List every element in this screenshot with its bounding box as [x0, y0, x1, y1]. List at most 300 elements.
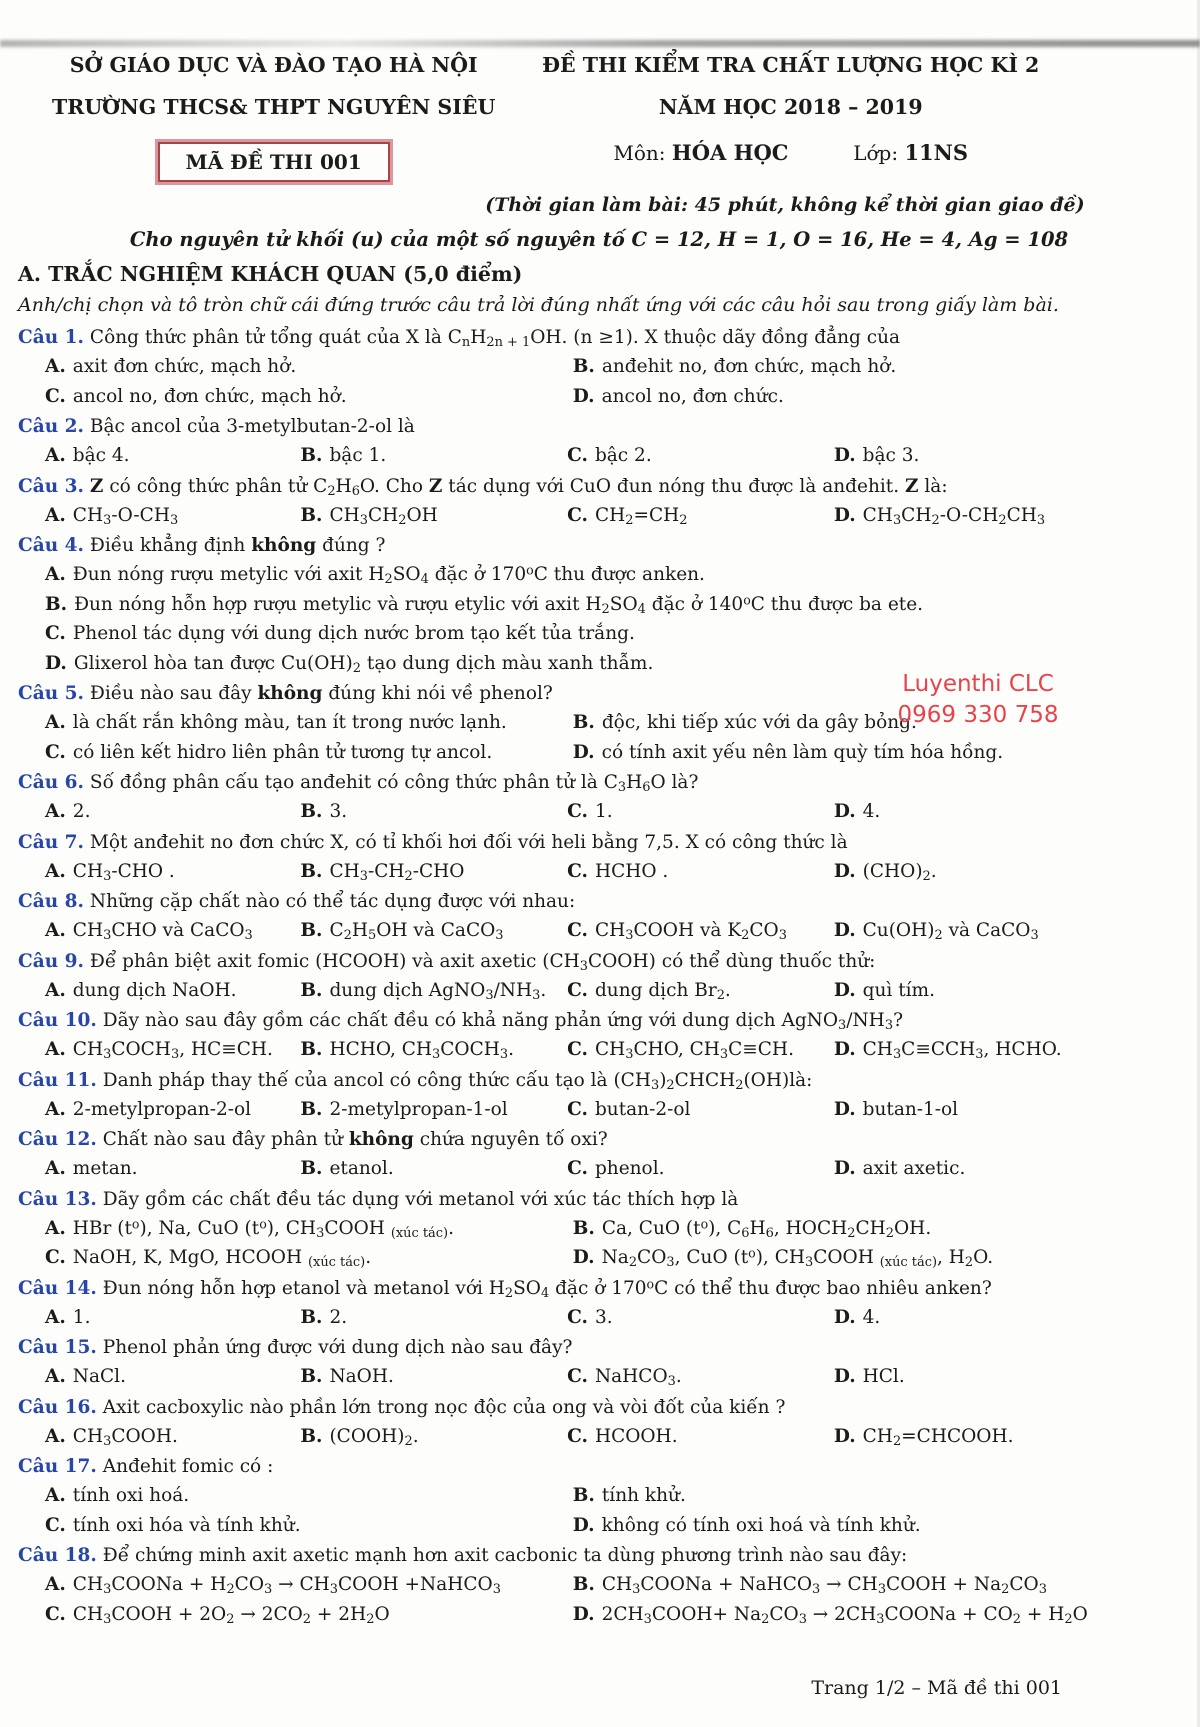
option-letter: C.	[567, 1158, 588, 1179]
subject-value: HÓA HỌC	[671, 140, 789, 165]
option-C	[567, 1095, 834, 1125]
options	[18, 441, 1180, 471]
option-text: độc, khi tiếp xúc với da gây bỏng.	[601, 712, 917, 733]
option-text: Glixerol hòa tan được $Cu(OH)_2$ tạo dung dịch màu xanh thẫm.	[73, 652, 654, 676]
option-letter: B.	[300, 1366, 323, 1387]
option-text: $CH_3COCH_3$, HC≡CH.	[72, 1039, 273, 1063]
option-A	[45, 501, 300, 531]
option-C	[567, 1362, 834, 1392]
option-A	[45, 916, 300, 946]
option-text: quì tím.	[862, 979, 935, 1001]
option-letter: B.	[300, 1306, 323, 1328]
options	[18, 1570, 1180, 1629]
option-letter: B.	[572, 1574, 595, 1595]
scan-artifact-band	[0, 40, 1200, 47]
question-stem: Câu 9. Để phân biệt axit fomic (HCOOH) và axit axetic $(CH_3COOH)$ có thể dùng thuốc thử:	[18, 950, 876, 974]
option-text: $CH_3CHO$, $CH_3C\equiv CH$.	[594, 1039, 794, 1063]
options	[18, 501, 1180, 531]
option-letter: C.	[567, 445, 588, 466]
option-letter: C.	[567, 504, 588, 526]
option-letter: A.	[45, 920, 66, 941]
question-14	[18, 1274, 1180, 1333]
option-letter: B.	[300, 1425, 323, 1447]
question-number: Câu 12.	[18, 1129, 97, 1150]
option-D	[834, 857, 1180, 887]
option-text: HCHO, $CH_3COCH_3$.	[329, 1039, 514, 1063]
option-text: $CH_3COONa + H_2CO_3$ → $CH_3COOH$ +NaHCO$_3$	[72, 1574, 501, 1598]
option-text: Đun nóng rượu metylic với axit $H_2SO_4$ đặc ở 170$^o$C thu được anken.	[72, 562, 705, 588]
question-stem: Câu 4. Điều khẳng định không đúng ?	[18, 535, 386, 556]
watermark-line1: Luyenthi CLC	[902, 671, 1054, 697]
option-B	[300, 1154, 567, 1184]
question-8	[18, 887, 1180, 946]
option-text: $CH_3-CH_2$-CHO	[329, 860, 465, 884]
option-C	[45, 738, 573, 768]
option-letter: C.	[567, 1306, 588, 1328]
option-text: $CH_3$-CHO .	[72, 860, 175, 884]
option-letter: A.	[45, 445, 66, 466]
question-stem: Câu 15. Phenol phản ứng được với dung dịch nào sau đây?	[18, 1337, 573, 1358]
option-text: 2.	[329, 1306, 348, 1328]
option-C	[567, 976, 834, 1006]
option-text: HBr $(t^o)$, Na, CuO $(t^o)$, $CH_3COOH$ $_{(xúc tác)}$.	[72, 1215, 454, 1241]
option-B	[300, 1035, 567, 1065]
atomic-mass-note: Cho nguyên tử khối (u) của một số nguyên tố C = 12, H = 1, O = 16, He = 4, Ag = 108	[129, 228, 1069, 251]
option-letter: B.	[572, 1217, 595, 1239]
option-D	[573, 382, 1180, 412]
options	[18, 1481, 1180, 1540]
questions-list	[18, 323, 1180, 1629]
option-A	[45, 1035, 300, 1065]
question-2	[18, 412, 1180, 471]
time-note: (Thời gian làm bài: 45 phút, không kể thời gian giao đề)	[485, 194, 1085, 216]
option-B	[300, 1362, 567, 1392]
option-letter: C.	[567, 1425, 588, 1447]
option-letter: C.	[567, 801, 588, 822]
option-letter: D.	[833, 860, 856, 882]
option-A	[45, 1422, 300, 1452]
option-D	[834, 1154, 1180, 1184]
option-text: có liên kết hidro liên phân tử tương tự ancol.	[72, 741, 493, 763]
option-B	[300, 1422, 567, 1452]
option-letter: B.	[300, 1158, 323, 1179]
option-letter: D.	[572, 1603, 595, 1625]
option-letter: C.	[567, 1039, 588, 1060]
option-D	[573, 738, 1180, 768]
question-number: Câu 1.	[18, 327, 84, 348]
option-text: $CH_3COOH$ và $K_2CO_3$	[594, 920, 787, 944]
watermark-line2: 0969 330 758	[897, 702, 1059, 728]
option-text: axit đơn chức, mạch hở.	[72, 356, 297, 377]
option-A	[45, 797, 300, 827]
question-18	[18, 1541, 1180, 1629]
option-letter: A.	[45, 979, 66, 1001]
option-letter: C.	[567, 860, 588, 882]
question-number: Câu 8.	[18, 891, 84, 912]
option-letter: D.	[833, 504, 856, 526]
option-letter: D.	[833, 1425, 856, 1447]
option-letter: D.	[833, 1158, 856, 1179]
option-text: HCl.	[862, 1366, 905, 1387]
option-B	[45, 590, 1180, 620]
option-B	[573, 1481, 1180, 1511]
question-stem: Câu 1. Công thức phân tử tổng quát của X là $C_nH_{2n + 1}OH$. (n ≥1). X thuộc dãy đồng đẳng của	[18, 327, 901, 351]
option-A	[45, 1214, 573, 1244]
option-letter: A.	[45, 1217, 66, 1239]
question-number: Câu 3.	[18, 475, 84, 497]
option-letter: D.	[833, 920, 856, 941]
option-A	[45, 1303, 300, 1333]
options	[18, 1095, 1180, 1125]
option-letter: A.	[45, 356, 66, 377]
option-A	[45, 560, 1180, 590]
school-name: TRƯỜNG THCS& THPT NGUYÊN SIÊU	[51, 95, 496, 119]
option-B	[300, 916, 567, 946]
option-letter: C.	[45, 1514, 66, 1536]
option-text: NaCl.	[72, 1366, 126, 1387]
option-text: $CH_3C\equiv CCH_3$, HCHO.	[862, 1039, 1062, 1063]
question-number: Câu 7.	[18, 831, 84, 853]
option-letter: A.	[45, 1425, 66, 1447]
option-text: butan-1-ol	[862, 1098, 959, 1120]
option-A	[45, 1154, 300, 1184]
question-16	[18, 1393, 1180, 1452]
option-text: có tính axit yếu nên làm quỳ tím hóa hồng.	[601, 741, 1004, 763]
option-text: tính oxi hoá.	[72, 1485, 190, 1506]
option-D	[573, 1511, 1180, 1541]
option-C	[567, 1154, 834, 1184]
option-text: 4.	[862, 1306, 881, 1328]
option-letter: C.	[567, 1366, 588, 1387]
option-text: bậc 2.	[594, 445, 652, 466]
question-number: Câu 16.	[18, 1396, 97, 1418]
option-B	[300, 441, 567, 471]
option-letter: B.	[300, 445, 323, 466]
option-letter: D.	[572, 1514, 595, 1536]
question-stem: Câu 11. Danh pháp thay thế của ancol có công thức cấu tạo là $(CH_3)_2CHCH_2(OH)là$:	[18, 1069, 813, 1093]
option-letter: A.	[45, 860, 66, 882]
option-text: 1.	[72, 1306, 91, 1328]
question-stem: Câu 3. Z có công thức phân tử $C_2H_6O$. Cho Z tác dụng với CuO đun nóng thu được là anđehit. Z là:	[18, 475, 948, 499]
question-number: Câu 9.	[18, 950, 84, 972]
section-a-instruction: Anh/chị chọn và tô tròn chữ cái đứng trước câu trả lời đúng nhất ứng với các câu hỏi sau trong giấy làm bài.	[18, 294, 1059, 316]
option-letter: C.	[567, 1098, 588, 1120]
option-letter: D.	[833, 1098, 856, 1120]
question-number: Câu 18.	[18, 1545, 97, 1566]
options	[18, 1303, 1180, 1333]
option-A	[45, 976, 300, 1006]
option-text: butan-2-ol	[594, 1098, 691, 1120]
option-C	[567, 501, 834, 531]
question-15	[18, 1333, 1180, 1392]
option-text: axit axetic.	[862, 1158, 966, 1179]
option-A	[45, 1362, 300, 1392]
option-B	[300, 1303, 567, 1333]
option-text: $CH_3COOH + 2O_2 \to 2CO_2 + 2H_2O$	[72, 1603, 390, 1627]
question-stem: Câu 14. Đun nóng hỗn hợp etanol và metanol với $H_2SO_4$ đặc ở 170$^o$C có thể thu được bao nhiêu anken?	[18, 1275, 992, 1301]
option-C	[567, 1422, 834, 1452]
option-B	[300, 1095, 567, 1125]
question-stem: Câu 12. Chất nào sau đây phân tử không chứa nguyên tố oxi?	[18, 1129, 608, 1150]
option-text: $CH_3CH_2-O-CH_2CH_3$	[862, 504, 1046, 528]
options	[18, 1154, 1180, 1184]
option-text: etanol.	[329, 1158, 394, 1179]
option-D	[834, 1362, 1180, 1392]
option-letter: D.	[833, 1306, 856, 1328]
option-letter: A.	[45, 1485, 66, 1506]
option-letter: D.	[833, 979, 856, 1001]
option-D	[834, 797, 1180, 827]
option-C	[567, 441, 834, 471]
department-name: SỞ GIÁO DỤC VÀ ĐÀO TẠO HÀ NỘI	[69, 53, 478, 77]
option-letter: A.	[45, 504, 66, 526]
option-letter: B.	[572, 1485, 595, 1506]
exam-code-box: MÃ ĐỀ THI 001	[158, 142, 390, 182]
options	[18, 352, 1180, 411]
option-text: tính khử.	[601, 1485, 686, 1506]
option-letter: C.	[567, 920, 588, 941]
question-stem: Câu 2. Bậc ancol của 3-metylbutan-2-ol là	[18, 416, 415, 437]
option-letter: A.	[45, 1366, 66, 1387]
option-C	[567, 916, 834, 946]
class-label: Lớp:	[853, 141, 899, 165]
option-B	[573, 1214, 1180, 1244]
option-A	[45, 1570, 573, 1600]
option-C	[567, 1035, 834, 1065]
option-letter: D.	[833, 801, 856, 822]
option-text: NaOH.	[329, 1366, 394, 1387]
option-B	[573, 1570, 1180, 1600]
option-C	[567, 857, 834, 887]
option-letter: C.	[45, 1247, 66, 1268]
option-text: HCOOH.	[594, 1425, 678, 1447]
option-text: là chất rắn không màu, tan ít trong nước lạnh.	[72, 712, 507, 733]
option-text: $C_2H_5OH$ và CaCO$_3$	[329, 920, 504, 944]
option-letter: A.	[45, 801, 66, 822]
option-C	[45, 619, 1180, 649]
option-text: $CH_3CHO$ và CaCO$_3$	[72, 920, 253, 944]
option-text: 3.	[329, 801, 348, 822]
exam-title: ĐỀ THI KIỂM TRA CHẤT LƯỢNG HỌC KÌ 2	[542, 53, 1040, 77]
question-number: Câu 10.	[18, 1010, 97, 1031]
options	[18, 560, 1180, 678]
option-D	[834, 501, 1180, 531]
option-letter: D.	[572, 741, 595, 763]
question-4	[18, 531, 1180, 678]
option-text: HCHO .	[594, 860, 669, 882]
question-stem: Câu 13. Dãy gồm các chất đều tác dụng với metanol với xúc tác thích hợp là	[18, 1188, 739, 1210]
option-text: NaHCO$_3$.	[594, 1366, 682, 1390]
option-text: 1.	[594, 801, 613, 822]
option-letter: D.	[572, 1247, 595, 1268]
option-letter: C.	[45, 1603, 66, 1625]
option-letter: B.	[300, 1098, 323, 1120]
question-stem: Câu 10. Dãy nào sau đây gồm các chất đều có khả năng phản ứng với dung dịch $AgNO_3/NH_3$?	[18, 1010, 903, 1034]
option-text: $CH_3COONa$ + NaHCO$_3$ → $CH_3COOH + Na_2CO_3$	[601, 1574, 1047, 1598]
option-letter: B.	[300, 504, 323, 526]
option-text: Đun nóng hỗn hợp rượu metylic và rượu etylic với axit $H_2SO_4$ đặc ở 140$^o$C thu được ba ete.	[74, 591, 924, 617]
question-number: Câu 4.	[18, 535, 84, 556]
option-letter: B.	[45, 593, 68, 615]
option-text: dung dịch NaOH.	[72, 979, 237, 1001]
question-stem: Câu 6. Số đồng phân cấu tạo anđehit có công thức phân tử là $C_3H_6O$ là?	[18, 772, 699, 796]
option-letter: B.	[300, 801, 323, 822]
option-letter: B.	[300, 1039, 323, 1060]
option-letter: C.	[45, 623, 66, 644]
option-text: Phenol tác dụng với dung dịch nước brom tạo kết tủa trắng.	[72, 623, 635, 644]
option-text: 3.	[594, 1306, 613, 1328]
question-stem: Câu 8. Những cặp chất nào có thể tác dụng được với nhau:	[18, 891, 576, 912]
option-letter: B.	[572, 356, 595, 377]
option-letter: D.	[833, 1366, 856, 1387]
watermark	[888, 669, 1068, 731]
option-text: bậc 3.	[862, 445, 920, 466]
option-C	[45, 382, 573, 412]
option-text: dung dịch $AgNO_3/NH_3$.	[329, 979, 547, 1003]
option-C	[45, 1511, 573, 1541]
option-D	[573, 1243, 1180, 1273]
option-letter: A.	[45, 1158, 66, 1179]
question-stem: Câu 7. Một anđehit no đơn chức X, có tỉ khối hơi đối với heli bằng 7,5. X có công thức là	[18, 831, 848, 853]
option-letter: B.	[300, 979, 323, 1001]
option-C	[45, 1600, 573, 1630]
question-number: Câu 17.	[18, 1456, 97, 1477]
options	[18, 916, 1180, 946]
option-letter: C.	[45, 741, 66, 763]
question-1	[18, 323, 1180, 411]
question-number: Câu 14.	[18, 1277, 97, 1299]
question-number: Câu 6.	[18, 772, 84, 793]
option-text: $2CH_3COOH+ Na_2CO_3$ → $2CH_3COONa + CO_2 + H_2O$	[601, 1603, 1088, 1627]
question-9	[18, 947, 1180, 1006]
option-letter: D.	[833, 1039, 856, 1060]
options	[18, 1362, 1180, 1392]
question-6	[18, 768, 1180, 827]
option-text: $CH_2=CHCOOH$.	[862, 1425, 1014, 1449]
option-A	[45, 1481, 573, 1511]
option-text: 2.	[72, 801, 91, 822]
question-number: Câu 13.	[18, 1188, 97, 1210]
option-letter: A.	[45, 1574, 66, 1595]
option-text: 2-metylpropan-2-ol	[72, 1098, 252, 1120]
option-D	[834, 441, 1180, 471]
option-text: Ca, CuO $(t^o)$, $C_6H_6$, $HOCH_2CH_2OH$.	[601, 1215, 932, 1241]
option-C	[567, 797, 834, 827]
option-letter: D.	[45, 652, 67, 674]
option-B	[573, 352, 1180, 382]
option-text: ancol no, đơn chức, mạch hở.	[72, 385, 347, 407]
option-text: $CH_3-O-CH_3$	[72, 504, 179, 528]
options	[18, 797, 1180, 827]
option-B	[573, 708, 1180, 738]
option-D	[834, 1095, 1180, 1125]
options	[18, 976, 1180, 1006]
option-B	[300, 976, 567, 1006]
option-text: ancol no, đơn chức.	[601, 385, 784, 407]
option-text: metan.	[72, 1158, 138, 1179]
option-text: $(CHO)_2$.	[862, 860, 937, 884]
question-stem: Câu 18. Để chứng minh axit axetic mạnh hơn axit cacbonic ta dùng phương trình nào sau đây:	[18, 1545, 908, 1566]
option-letter: A.	[45, 564, 66, 585]
option-letter: A.	[45, 1098, 66, 1120]
option-letter: B.	[572, 712, 595, 733]
option-letter: B.	[300, 920, 323, 941]
option-C	[567, 1303, 834, 1333]
options	[18, 1214, 1180, 1273]
option-text: $CH_2=CH_2$	[594, 504, 688, 528]
option-letter: A.	[45, 1306, 66, 1328]
question-12	[18, 1125, 1180, 1184]
option-text: tính oxi hóa và tính khử.	[72, 1514, 301, 1536]
option-D	[834, 1303, 1180, 1333]
option-A	[45, 352, 573, 382]
option-D	[834, 1035, 1180, 1065]
option-A	[45, 708, 573, 738]
question-3	[18, 472, 1180, 531]
question-stem: Câu 16. Axit cacboxylic nào phần lớn trong nọc độc của ong và vòi đốt của kiến ?	[18, 1396, 786, 1418]
question-10	[18, 1006, 1180, 1065]
question-number: Câu 11.	[18, 1069, 97, 1091]
question-number: Câu 5.	[18, 683, 84, 704]
options	[18, 857, 1180, 887]
option-D	[834, 1422, 1180, 1452]
option-B	[300, 797, 567, 827]
question-number: Câu 2.	[18, 416, 84, 437]
options	[18, 1422, 1180, 1452]
option-text: bậc 1.	[329, 445, 387, 466]
option-A	[45, 441, 300, 471]
question-11	[18, 1066, 1180, 1125]
question-number: Câu 15.	[18, 1337, 97, 1358]
page-footer: Trang 1/2 – Mã đề thi 001	[811, 1677, 1062, 1699]
option-text: NaOH, K, MgO, HCOOH $_{(xúc tác)}$.	[72, 1247, 372, 1271]
option-letter: A.	[45, 1039, 66, 1060]
option-text: anđehit no, đơn chức, mạch hở.	[601, 356, 897, 377]
option-D	[573, 1600, 1180, 1630]
class-value: 11NS	[904, 140, 969, 165]
question-7	[18, 828, 1180, 887]
option-text: $CH_3COOH$.	[72, 1425, 178, 1449]
options	[18, 1035, 1180, 1065]
option-C	[45, 1243, 573, 1273]
option-text: $Cu(OH)_2$ và CaCO$_3$	[862, 920, 1039, 944]
section-a-title: A. TRẮC NGHIỆM KHÁCH QUAN (5,0 điểm)	[18, 262, 523, 286]
option-letter: B.	[300, 860, 323, 882]
option-D	[834, 976, 1180, 1006]
header-right	[529, 44, 1052, 182]
option-text: phenol.	[594, 1158, 665, 1179]
school-year: NĂM HỌC 2018 – 2019	[658, 95, 923, 119]
option-letter: D.	[572, 385, 595, 407]
option-text: 4.	[862, 801, 881, 822]
option-letter: C.	[45, 385, 66, 407]
option-letter: C.	[567, 979, 588, 1001]
option-text: $CH_3CH_2OH$	[329, 504, 438, 528]
option-D	[834, 916, 1180, 946]
header	[18, 44, 1180, 182]
option-text: $Na_2CO_3$, CuO $(t^o)$, $CH_3COOH$ $_{(xúc tác)}$, $H_2O$.	[601, 1245, 994, 1271]
option-A	[45, 857, 300, 887]
option-text: $(COOH)_2$.	[329, 1425, 419, 1449]
option-text: không có tính oxi hoá và tính khử.	[601, 1514, 921, 1536]
question-17	[18, 1452, 1180, 1540]
subject-label: Môn:	[613, 141, 666, 165]
question-13	[18, 1185, 1180, 1273]
question-stem: Câu 5. Điều nào sau đây không đúng khi nói về phenol?	[18, 683, 553, 704]
header-left	[18, 44, 529, 182]
option-letter: A.	[45, 712, 66, 733]
option-letter: D.	[833, 445, 856, 466]
